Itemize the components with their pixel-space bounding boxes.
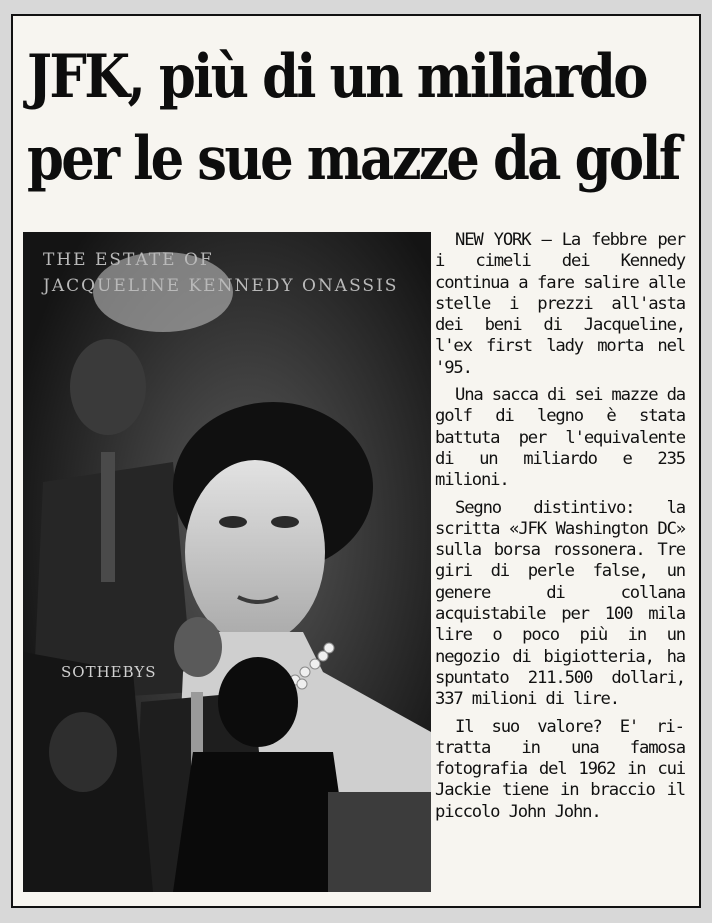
newspaper-clipping — [11, 14, 701, 908]
poster-line-2: JACQUELINE KENNEDY ONASSIS — [43, 276, 399, 296]
auction-sign: SOTHEBYS — [61, 663, 157, 681]
article-paragraph: Segno distintivo: la scritta «JFK Washington DC» sulla borsa rossonera. Tre giri di perle false, un genere di collana acquistabile per 100 mila lire o poco più in un negozio di bigiotteria, ha spuntato 211.500 dollari, 337 milioni di lire. — [435, 497, 685, 710]
article-paragraph: Il suo valore? E' ritratta in una famosa fotografia del 1962 in cui Jackie tiene in braccio il piccolo John John. — [435, 716, 685, 822]
article-paragraph: NEW YORK — La febbre per i cimeli dei Kennedy continua a fare salire alle stelle i prezzi all'asta dei beni di Jacqueline, l'ex first lady morta nel '95. — [435, 230, 685, 378]
poster-line-1: THE ESTATE OF — [43, 250, 214, 270]
photo-illustration — [23, 232, 431, 892]
article-body — [435, 230, 685, 823]
headline-line-1: JFK, più di un miliardo — [27, 42, 646, 112]
headline-line-2: per le sue mazze da golf — [27, 124, 679, 194]
article-paragraph: Una sacca di sei mazze da golf di legno è stata battuta per l'equivalente di un miliardo e 235 milioni. — [435, 385, 685, 491]
news-photo — [23, 232, 431, 892]
headline — [27, 36, 679, 200]
